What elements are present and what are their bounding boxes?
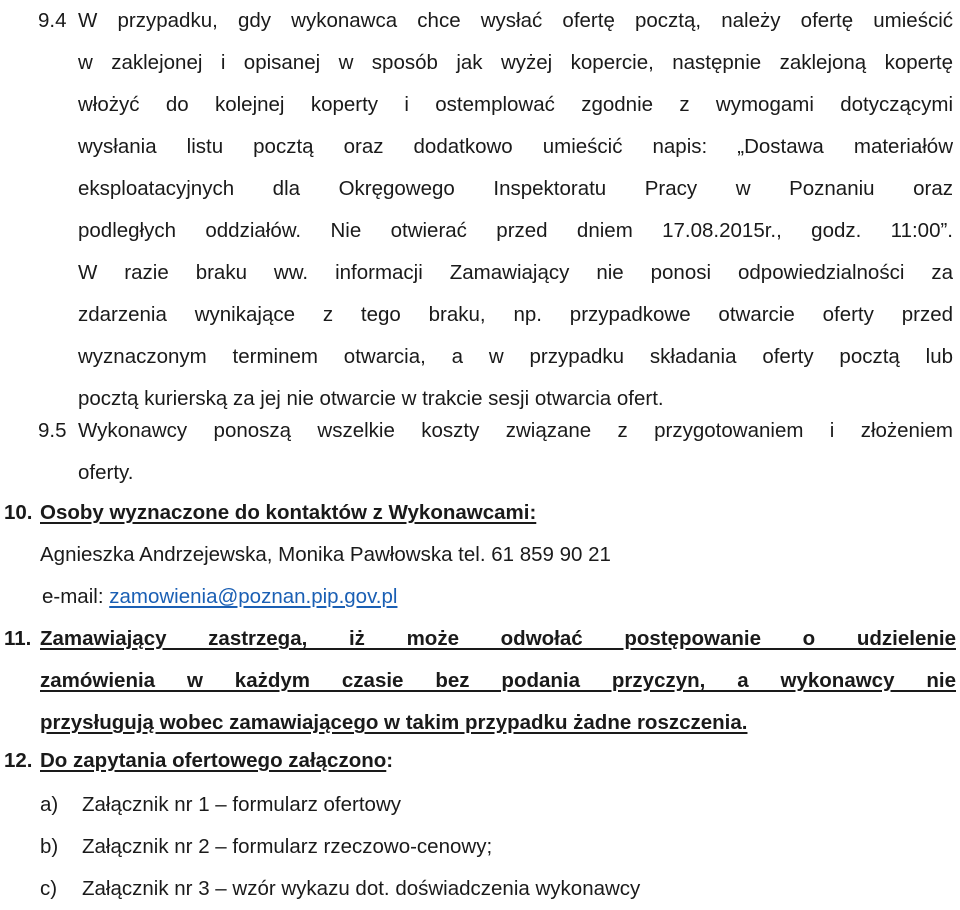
attachment-item [40,868,640,910]
section-11 [4,618,954,744]
paragraph-line: włożyć do kolejnej koperty i ostemplować zgodnie z wymogami dotyczącymi [78,93,953,116]
section-heading [40,740,393,782]
paragraph-line: eksploatacyjnych dla Okręgowego Inspektoratu Pracy w Poznaniu oraz [78,177,953,200]
email-label: e-mail: [42,585,104,608]
paragraph-line: w zaklejonej i opisanej w sposób jak wyżej kopercie, następnie zaklejoną kopertę [78,51,953,74]
section-number: 9.5 [38,419,67,442]
section-number: 10. [4,501,33,524]
paragraph-line: W przypadku, gdy wykonawca chce wysłać ofertę pocztą, należy ofertę umieścić [78,9,953,32]
section-heading-colon: : [386,749,394,772]
paragraph-line: oferty. [78,461,134,484]
attachment-text: Załącznik nr 2 – formularz rzeczowo-cenowy; [82,835,493,858]
section-9-5-paragraph [78,410,953,494]
list-letter: a) [40,793,59,816]
section-heading-text: Do zapytania ofertowego załączono [40,749,387,772]
section-11-paragraph [40,618,956,744]
section-9-5 [38,410,958,494]
paragraph-line: podległych oddziałów. Nie otwierać przed dniem 17.08.2015r., godz. 11:00”. [78,219,953,242]
paragraph-line: W razie braku ww. informacji Zamawiający nie ponosi odpowiedzialności za [78,261,953,284]
section-number: 12. [4,749,33,772]
section-number: 11. [4,627,32,650]
attachment-item [40,826,492,868]
list-letter: b) [40,835,59,858]
attachment-text: Załącznik nr 1 – formularz ofertowy [82,793,402,816]
paragraph-line: zdarzenia wynikające z tego braku, np. przypadkowe otwarcie oferty przed [78,303,953,326]
list-letter: c) [40,877,58,900]
paragraph-line: pocztą kurierską za jej nie otwarcie w trakcie sesji otwarcia ofert. [78,387,664,410]
section-9-4 [38,0,958,420]
attachment-item [40,784,401,826]
paragraph-line: wysłania listu pocztą oraz dodatkowo umieścić napis: „Dostawa materiałów [78,135,953,158]
email-link[interactable]: zamowienia@poznan.pip.gov.pl [109,585,398,608]
paragraph-line: Zamawiający zastrzega, iż może odwołać postępowanie o udzielenie [40,627,956,650]
section-heading: Osoby wyznaczone do kontaktów z Wykonawcami: [40,501,537,524]
attachment-text: Załącznik nr 3 – wzór wykazu dot. doświadczenia wykonawcy [82,877,641,900]
section-number: 9.4 [38,9,67,32]
contact-persons: Agnieszka Andrzejewska, Monika Pawłowska tel. 61 859 90 21 [40,543,611,566]
section-9-4-paragraph [78,0,953,420]
paragraph-line: przysługują wobec zamawiającego w takim przypadku żadne roszczenia. [40,711,748,734]
paragraph-line: wyznaczonym terminem otwarcia, a w przypadku składania oferty pocztą lub [78,345,953,368]
paragraph-line: zamówienia w każdym czasie bez podania przyczyn, a wykonawcy nie [40,669,956,692]
email-row [42,576,397,618]
paragraph-line: Wykonawcy ponoszą wszelkie koszty związane z przygotowaniem i złożeniem [78,419,953,442]
